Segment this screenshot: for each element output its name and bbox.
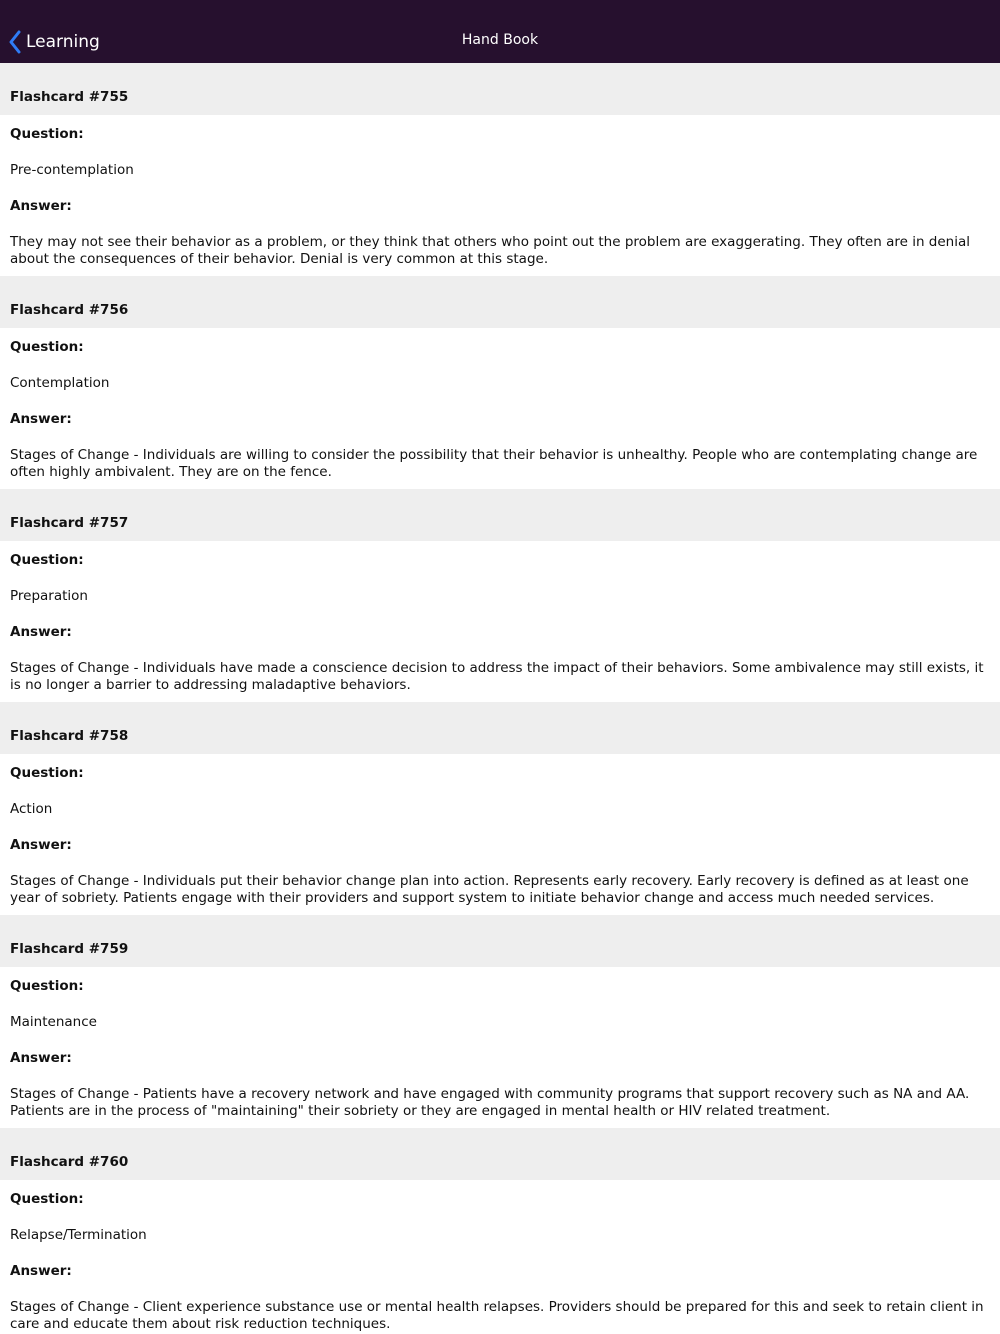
- question-label: Question:: [10, 126, 84, 142]
- answer-text: Stages of Change - Individuals put their behavior change plan into action. Represents early recovery. Early recovery is defined as at least one year of sobriety. Patients engage with their providers and support system to initiate behavior change and access much needed services.: [10, 873, 969, 906]
- answer-label: Answer:: [10, 1050, 72, 1066]
- question-text: Maintenance: [10, 1014, 97, 1030]
- navigation-bar: [0, 0, 1000, 63]
- answer-label: Answer:: [10, 411, 72, 427]
- flashcard-list: [0, 63, 1000, 1334]
- flashcard-title: Flashcard #757: [0, 489, 1000, 541]
- flashcard-title: Flashcard #755: [0, 63, 1000, 115]
- back-label: Learning: [26, 32, 100, 52]
- question-label: Question:: [10, 978, 84, 994]
- flashcard-body: [0, 754, 1000, 915]
- question-label: Question:: [10, 552, 84, 568]
- answer-label: Answer:: [10, 837, 72, 853]
- flashcard-body: [0, 967, 1000, 1128]
- flashcard: [0, 63, 1000, 276]
- flashcard-title: Flashcard #758: [0, 702, 1000, 754]
- answer-text: Stages of Change - Client experience substance use or mental health relapses. Providers should be prepared for this and seek to retain client in care and educate them about risk reduction techniques.: [10, 1299, 984, 1332]
- answer-label: Answer:: [10, 624, 72, 640]
- question-text: Action: [10, 801, 53, 817]
- flashcard: [0, 1128, 1000, 1334]
- question-text: Relapse/Termination: [10, 1227, 147, 1243]
- answer-text: Stages of Change - Patients have a recovery network and have engaged with community programs that support recovery such as NA and AA. Patients are in the process of "maintaining" their sobriety or they are engaged in mental health or HIV related treatment.: [10, 1086, 970, 1119]
- flashcard-title: Flashcard #756: [0, 276, 1000, 328]
- question-label: Question:: [10, 339, 84, 355]
- page-title: Hand Book: [461, 32, 539, 48]
- question-text: Preparation: [10, 588, 88, 604]
- flashcard-body: [0, 328, 1000, 489]
- answer-text: They may not see their behavior as a problem, or they think that others who point out the problem are exaggerating. They often are in denial about the consequences of their behavior. Denial is very common at this stage.: [10, 234, 970, 267]
- flashcard-title: Flashcard #760: [0, 1128, 1000, 1180]
- answer-label: Answer:: [10, 198, 72, 214]
- answer-text: Stages of Change - Individuals have made a conscience decision to address the impact of their behaviors. Some ambivalence may still exists, it is no longer a barrier to addressing maladaptive behaviors.: [10, 660, 984, 693]
- flashcard-body: [0, 541, 1000, 702]
- flashcard-body: [0, 1180, 1000, 1334]
- question-text: Pre-contemplation: [10, 162, 134, 178]
- flashcard: [0, 702, 1000, 915]
- answer-label: Answer:: [10, 1263, 72, 1279]
- flashcard: [0, 915, 1000, 1128]
- question-label: Question:: [10, 1191, 84, 1207]
- question-text: Contemplation: [10, 375, 110, 391]
- flashcard-body: [0, 115, 1000, 276]
- flashcard-title: Flashcard #759: [0, 915, 1000, 967]
- question-label: Question:: [10, 765, 84, 781]
- flashcard: [0, 276, 1000, 489]
- flashcard: [0, 489, 1000, 702]
- answer-text: Stages of Change - Individuals are willing to consider the possibility that their behavior is unhealthy. People who are contemplating change are often highly ambivalent. They are on the fence.: [10, 447, 978, 480]
